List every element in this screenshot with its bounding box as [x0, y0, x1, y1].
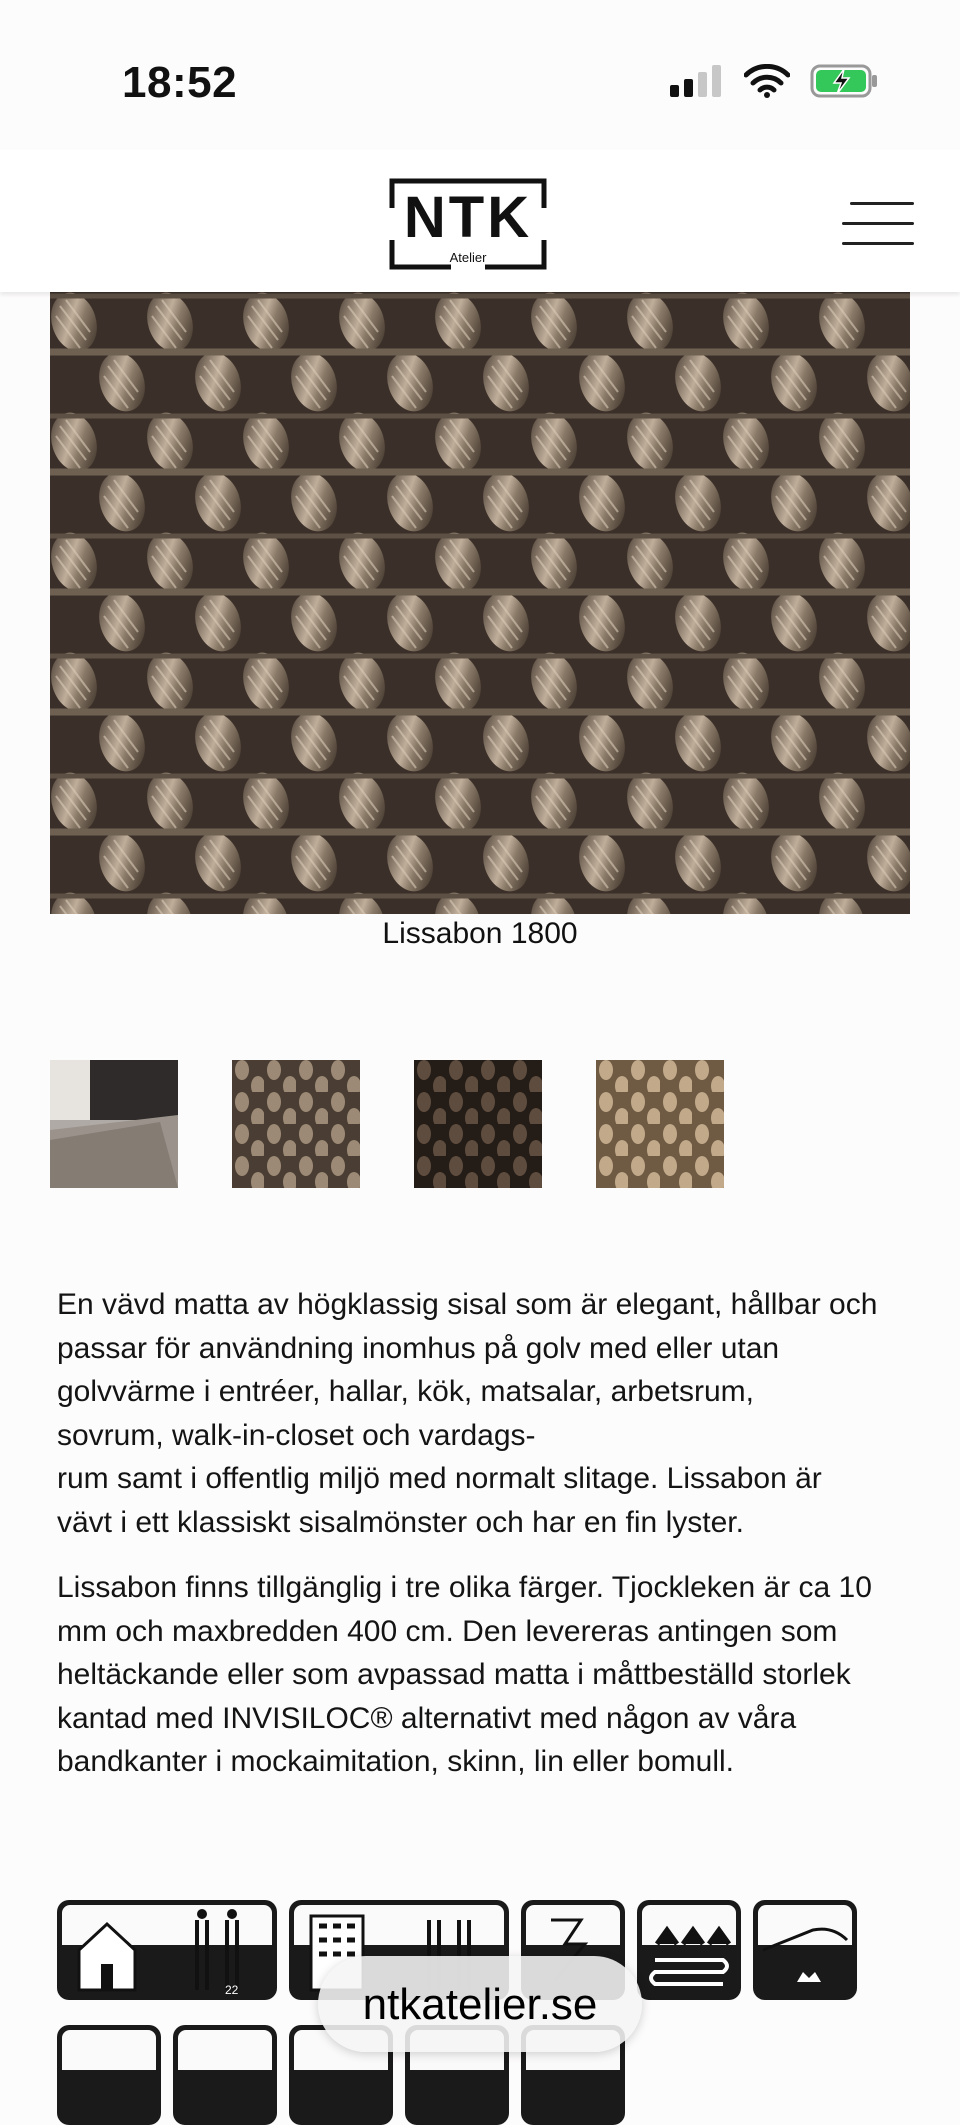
- underfloor-glyph: [637, 1900, 741, 2000]
- sisal-weave-texture: [50, 292, 910, 914]
- house-people-glyph: [57, 1900, 277, 2000]
- status-bar: [0, 0, 960, 150]
- hand-touch-icon: [753, 1900, 857, 2000]
- sisal-swatch: [596, 1060, 724, 1188]
- wifi-icon: [744, 64, 790, 98]
- text-line: passar för användning inomhus på golv med eller utan: [57, 1331, 780, 1365]
- thumbnail-gallery: [50, 1060, 724, 1188]
- status-icons: [670, 64, 880, 98]
- thumbnail-sisal-natural[interactable]: [596, 1060, 724, 1188]
- menu-button[interactable]: [842, 200, 914, 246]
- thumbnail-sisal-brown[interactable]: [232, 1060, 360, 1188]
- description-paragraph-2: [57, 1566, 917, 1784]
- text-line: rum samt i offentlig miljö med normalt slitage. Lissabon är: [57, 1462, 822, 1495]
- cellular-signal-icon: [670, 65, 724, 97]
- text-line: kantad med INVISILOC® alternativt med någon av våra: [57, 1701, 797, 1735]
- description-paragraph-1: [57, 1283, 917, 1544]
- product-image[interactable]: [50, 292, 910, 914]
- text-line: golvvärme i entréer, hallar, kök, matsalar, arbetsrum,: [57, 1375, 754, 1408]
- text-line: heltäckande eller som avpassad matta i måttbeställd storlek: [57, 1658, 851, 1691]
- text-line: mm och maxbredden 400 cm. Den levereras antingen som: [57, 1614, 838, 1648]
- sisal-swatch: [232, 1060, 360, 1188]
- product-description: [57, 1283, 917, 1806]
- thumbnail-room[interactable]: [50, 1060, 178, 1188]
- pictogram-badge: 22: [225, 1983, 239, 1997]
- product-caption: Lissabon 1800: [382, 917, 578, 950]
- thumbnail-sisal-dark[interactable]: [414, 1060, 542, 1188]
- text-line: vävt i ett klassiskt sisalmönster och har en fin lyster.: [57, 1505, 744, 1539]
- menu-line: [842, 222, 914, 225]
- logo-subtitle: Atelier: [449, 250, 487, 265]
- text-line: bandkanter i mockaimitation, skinn, lin eller bomull.: [57, 1745, 734, 1778]
- room-photo: [50, 1060, 178, 1188]
- battery-charging-icon: [810, 64, 880, 98]
- text-line: En vävd matta av högklassig sisal som är elegant, hållbar och: [57, 1288, 878, 1321]
- text-line: Lissabon finns tillgänglig i tre olika färger. Tjockleken är ca 10: [57, 1571, 872, 1604]
- site-header: [0, 150, 960, 292]
- menu-line: [850, 202, 914, 205]
- browser-address-pill[interactable]: [318, 1956, 642, 2052]
- hand-glyph: [753, 1900, 857, 2000]
- browser-domain: ntkatelier.se: [362, 1980, 598, 2029]
- underfloor-heating-icon: [637, 1900, 741, 2000]
- logo-text: NTK: [403, 185, 533, 250]
- stairs-icon: [173, 2025, 277, 2125]
- ntk-logo[interactable]: [389, 178, 547, 270]
- menu-line: [842, 242, 914, 245]
- house-people-icon: [57, 1900, 277, 2000]
- pictogram-icon: [57, 2025, 161, 2125]
- status-time: 18:52: [122, 58, 238, 107]
- text-line: sovrum, walk-in-closet och vardags-: [57, 1418, 536, 1452]
- sisal-swatch: [414, 1060, 542, 1188]
